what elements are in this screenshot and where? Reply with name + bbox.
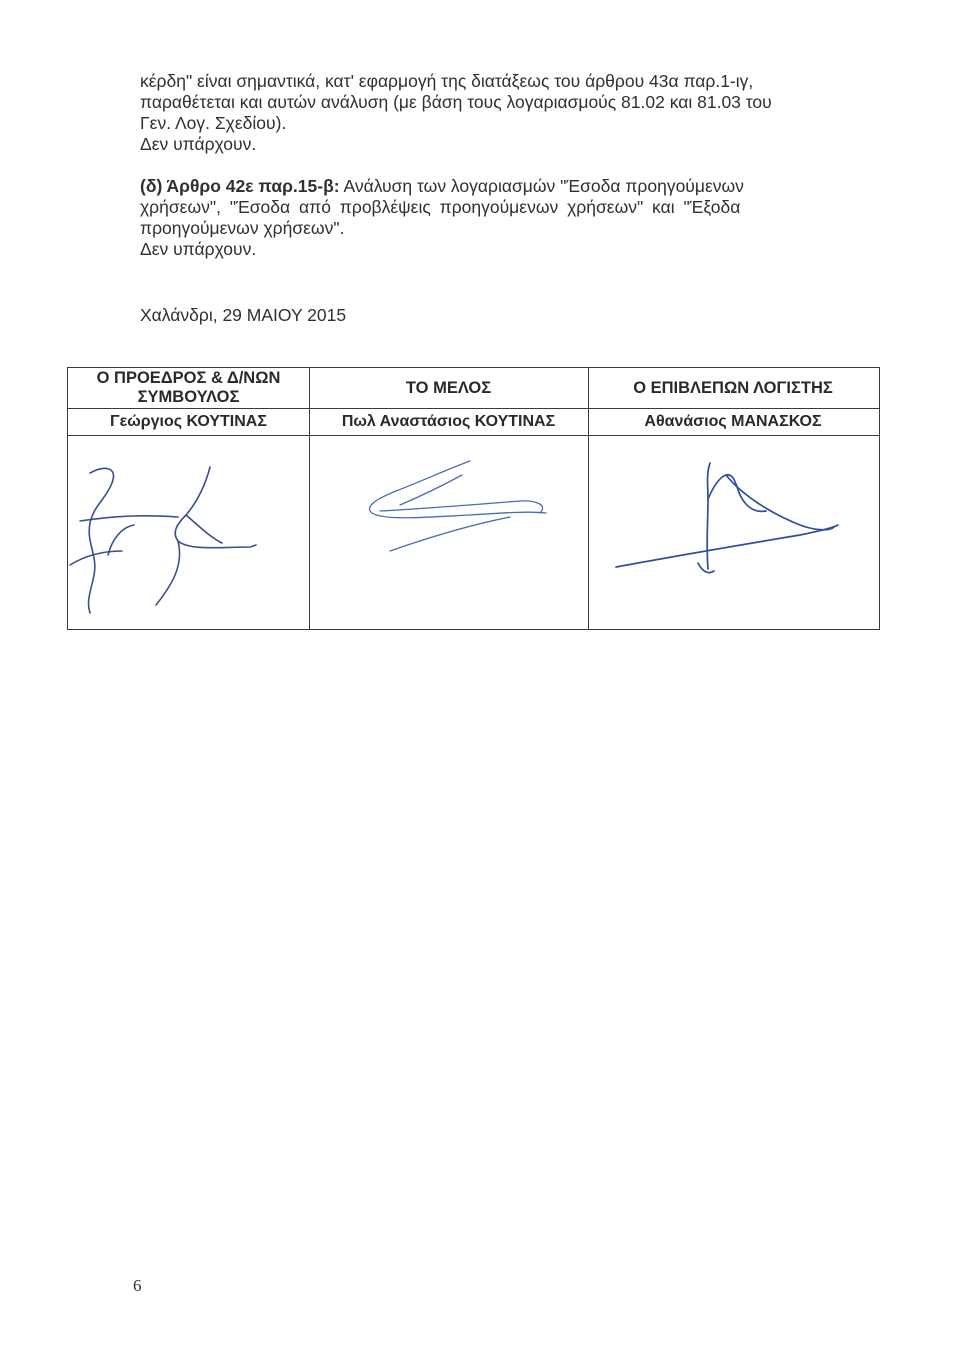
signature-koutinas-georgios bbox=[60, 455, 290, 625]
signatory-title: Ο ΠΡΟΕΔΡΟΣ & Δ/ΝΩΝ bbox=[96, 369, 281, 387]
paragraph-line: Γεν. Λογ. Σχεδίου). bbox=[140, 113, 287, 133]
paragraph-line: κέρδη" είναι σημαντικά, κατ' εφαρμογή της διατάξεως του άρθρου 43α παρ.1-ιγ, bbox=[140, 71, 754, 91]
none-statement: Δεν υπάρχουν. bbox=[140, 239, 257, 259]
signatory-title: ΤΟ ΜΕΛΟΣ bbox=[405, 378, 492, 397]
place-date: Χαλάνδρι, 29 ΜΑΙΟΥ 2015 bbox=[140, 305, 347, 325]
none-statement: Δεν υπάρχουν. bbox=[140, 134, 257, 154]
signatory-title-cell bbox=[309, 368, 588, 408]
signature-koutinas-pol-anastasios bbox=[350, 455, 560, 565]
signatory-name: Πωλ Αναστάσιος ΚΟΥΤΙΝΑΣ bbox=[341, 413, 556, 430]
paragraph-line: παραθέτεται και αυτών ανάλυση (με βάση τους λογαριασμούς 81.02 και 81.03 του bbox=[140, 92, 772, 112]
table-divider bbox=[68, 435, 879, 436]
signatory-name: Αθανάσιος ΜΑΝΑΣΚΟΣ bbox=[644, 413, 822, 430]
paragraph-line: χρήσεων", "Έσοδα από προβλέψεις προηγούμενων χρήσεων" και "Έξοδα bbox=[140, 197, 741, 217]
page-number: 6 bbox=[133, 1276, 142, 1295]
article-heading: (δ) Άρθρο 42ε παρ.15-β: bbox=[140, 176, 340, 196]
paragraph-line: προηγούμενων χρήσεων". bbox=[140, 218, 345, 238]
signatory-title-cell bbox=[588, 368, 878, 408]
paragraph-line bbox=[140, 176, 812, 197]
paragraph-text: Ανάλυση των λογαριασμών "Έσοδα προηγούμενων bbox=[339, 176, 744, 196]
signatory-title: ΣΥΜΒΟΥΛΟΣ bbox=[137, 388, 240, 406]
signatory-name: Γεώργιος ΚΟΥΤΙΝΑΣ bbox=[110, 413, 267, 430]
signatory-title-cell bbox=[68, 368, 309, 408]
paragraph-analysis-81 bbox=[140, 71, 812, 155]
paragraph-article-42e bbox=[140, 176, 812, 260]
signatory-title: Ο ΕΠΙΒΛΕΠΩΝ ΛΟΓΙΣΤΗΣ bbox=[633, 378, 833, 397]
signature-manaskos-athanasios bbox=[610, 455, 850, 590]
